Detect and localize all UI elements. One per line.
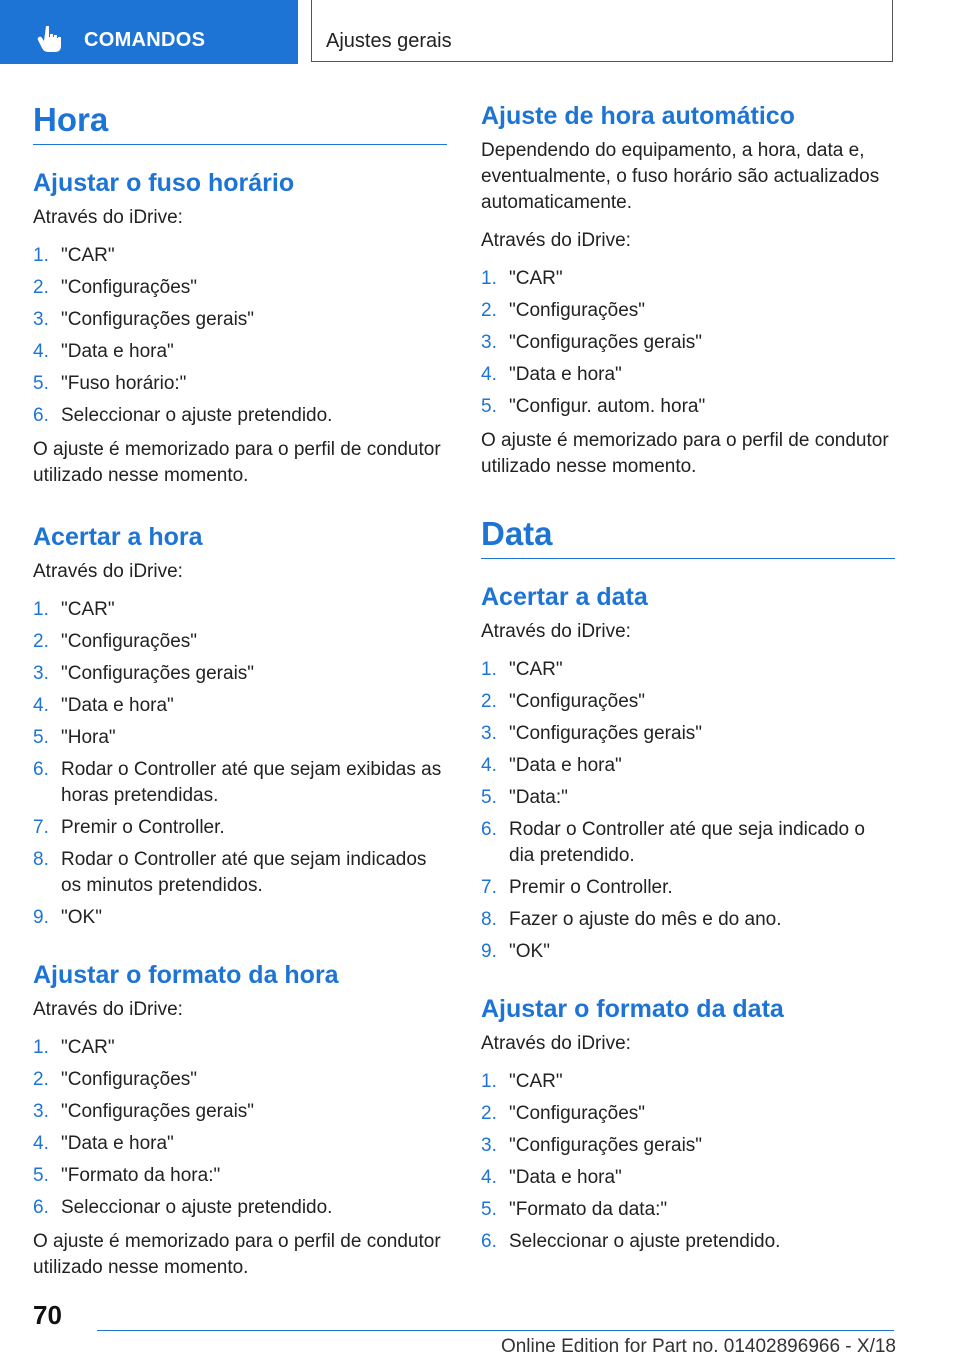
step-text: "Configurações": [509, 1103, 646, 1124]
step-item: [481, 657, 895, 683]
step-text: Rodar o Controller até que sejam exibidas as horas pretendidas.: [61, 759, 442, 806]
hand-pointer-icon: [36, 24, 66, 54]
step-number: 5.: [481, 787, 497, 808]
step-number: 7.: [33, 817, 49, 838]
step-item: [481, 785, 895, 811]
chapter-heading-data: Data: [481, 514, 895, 559]
step-number: 4.: [481, 364, 497, 385]
step-item: [481, 875, 895, 901]
step-text: Rodar o Controller até que sejam indicados os minutos pretendidos.: [61, 849, 427, 896]
step-item: [481, 266, 895, 292]
step-item: [33, 243, 447, 269]
step-item: [33, 1067, 447, 1093]
step-text: "CAR": [509, 1071, 563, 1092]
intro-text: Através do iDrive:: [481, 1033, 631, 1054]
step-number: 6.: [33, 759, 49, 780]
step-text: "Data e hora": [61, 695, 174, 716]
step-number: 7.: [481, 877, 497, 898]
step-item: [481, 362, 895, 388]
left-column: [33, 100, 447, 1293]
step-number: 2.: [481, 691, 497, 712]
step-number: 8.: [33, 849, 49, 870]
step-item: [481, 689, 895, 715]
step-number: 4.: [481, 1167, 497, 1188]
step-item: [33, 725, 447, 751]
step-text: Rodar o Controller até que seja indicado o dia pretendido.: [509, 819, 865, 866]
step-text: Fazer o ajuste do mês e do ano.: [509, 909, 782, 930]
step-item: [481, 330, 895, 356]
step-number: 3.: [33, 309, 49, 330]
step-number: 3.: [33, 663, 49, 684]
step-number: 2.: [33, 631, 49, 652]
heading-acertar-hora: Acertar a hora: [33, 523, 203, 551]
chapter-tab: [0, 0, 298, 64]
step-text: "CAR": [509, 659, 563, 680]
step-text: "CAR": [61, 245, 115, 266]
step-item: [33, 1131, 447, 1157]
step-number: 8.: [481, 909, 497, 930]
step-number: 2.: [33, 1069, 49, 1090]
step-item: [33, 403, 447, 429]
note-text: O ajuste é memorizado para o perfil de condutor utilizado nesse momento.: [33, 439, 441, 486]
step-item: [481, 394, 895, 420]
step-number: 1.: [33, 245, 49, 266]
steps-list: [33, 1035, 447, 1221]
step-text: "Configurações": [61, 1069, 198, 1090]
step-item: [481, 1101, 895, 1127]
step-item: [33, 1035, 447, 1061]
step-text: "Configurações gerais": [61, 1101, 255, 1122]
step-item: [481, 907, 895, 933]
step-number: 6.: [33, 1197, 49, 1218]
step-item: [481, 1229, 895, 1255]
section-header: [311, 0, 893, 62]
step-number: 6.: [481, 819, 497, 840]
step-text: "Fuso horário:": [61, 373, 187, 394]
step-item: [33, 275, 447, 301]
step-item: [33, 757, 447, 809]
step-number: 2.: [33, 277, 49, 298]
heading-acertar-data: Acertar a data: [481, 583, 648, 611]
heading-hora-automatico: Ajuste de hora automático: [481, 102, 795, 130]
step-number: 9.: [33, 907, 49, 928]
step-number: 9.: [481, 941, 497, 962]
step-text: Seleccionar o ajuste pretendido.: [61, 405, 333, 426]
step-text: "OK": [61, 907, 102, 928]
step-item: [481, 1197, 895, 1223]
step-text: "CAR": [509, 268, 563, 289]
step-item: [33, 905, 447, 931]
right-column: [481, 100, 895, 1263]
step-text: "Configurações": [509, 691, 646, 712]
step-number: 3.: [481, 332, 497, 353]
footer-divider: [97, 1330, 894, 1331]
step-item: [33, 847, 447, 899]
step-number: 3.: [481, 723, 497, 744]
note-text: O ajuste é memorizado para o perfil de condutor utilizado nesse momento.: [33, 1231, 441, 1278]
step-text: "Configurações gerais": [61, 309, 255, 330]
step-number: 1.: [33, 1037, 49, 1058]
step-text: Seleccionar o ajuste pretendido.: [61, 1197, 333, 1218]
heading-formato-data: Ajustar o formato da data: [481, 995, 784, 1023]
step-text: Seleccionar o ajuste pretendido.: [509, 1231, 781, 1252]
step-item: [481, 721, 895, 747]
step-item: [33, 693, 447, 719]
step-number: 6.: [33, 405, 49, 426]
intro-text: Através do iDrive:: [481, 621, 631, 642]
step-text: "Configurações gerais": [61, 663, 255, 684]
step-item: [33, 371, 447, 397]
step-number: 5.: [33, 727, 49, 748]
step-text: "Data e hora": [509, 1167, 622, 1188]
description-text: Dependendo do equipamento, a hora, data e, eventualmente, o fuso horário são actualizados automaticamente.: [481, 140, 880, 213]
step-item: [481, 1069, 895, 1095]
step-item: [33, 629, 447, 655]
step-number: 3.: [33, 1101, 49, 1122]
step-number: 4.: [481, 755, 497, 776]
step-item: [33, 1195, 447, 1221]
step-text: Premir o Controller.: [61, 817, 225, 838]
chapter-tab-label: COMANDOS: [84, 29, 206, 51]
steps-list: [481, 1069, 895, 1255]
step-number: 5.: [481, 396, 497, 417]
steps-list: [481, 657, 895, 965]
step-number: 4.: [33, 1133, 49, 1154]
step-number: 1.: [481, 1071, 497, 1092]
step-item: [33, 307, 447, 333]
step-text: "Data:": [509, 787, 568, 808]
step-number: 1.: [33, 599, 49, 620]
step-item: [33, 1099, 447, 1125]
step-item: [33, 815, 447, 841]
step-number: 2.: [481, 300, 497, 321]
steps-list: [33, 597, 447, 931]
step-text: "Configurações": [61, 277, 198, 298]
step-text: "Hora": [61, 727, 116, 748]
step-item: [33, 597, 447, 623]
step-number: 5.: [33, 1165, 49, 1186]
step-text: "Configur. autom. hora": [509, 396, 706, 417]
step-text: "CAR": [61, 599, 115, 620]
step-text: "Data e hora": [61, 341, 174, 362]
steps-list: [481, 266, 895, 420]
intro-text: Através do iDrive:: [33, 561, 183, 582]
footer-edition-text: Online Edition for Part no. 01402896966 - X/18: [500, 1336, 896, 1357]
step-text: "Configurações gerais": [509, 723, 703, 744]
chapter-heading-hora: Hora: [33, 100, 447, 145]
step-text: "Formato da hora:": [61, 1165, 221, 1186]
intro-text: Através do iDrive:: [33, 207, 183, 228]
step-text: "Configurações": [61, 631, 198, 652]
step-item: [481, 1133, 895, 1159]
step-item: [481, 939, 895, 965]
step-text: "Configurações gerais": [509, 1135, 703, 1156]
step-number: 6.: [481, 1231, 497, 1252]
step-text: "Configurações gerais": [509, 332, 703, 353]
step-item: [33, 339, 447, 365]
step-number: 1.: [481, 659, 497, 680]
step-item: [481, 817, 895, 869]
step-number: 5.: [33, 373, 49, 394]
step-number: 4.: [33, 341, 49, 362]
intro-text: Através do iDrive:: [481, 230, 631, 251]
step-text: "Data e hora": [509, 755, 622, 776]
step-item: [481, 753, 895, 779]
step-number: 2.: [481, 1103, 497, 1124]
step-text: "CAR": [61, 1037, 115, 1058]
page-number: 70: [33, 1300, 62, 1330]
step-number: 1.: [481, 268, 497, 289]
step-number: 3.: [481, 1135, 497, 1156]
step-text: Premir o Controller.: [509, 877, 673, 898]
step-item: [33, 1163, 447, 1189]
section-header-label: Ajustes gerais: [326, 30, 452, 52]
step-number: 4.: [33, 695, 49, 716]
step-item: [481, 298, 895, 324]
heading-formato-hora: Ajustar o formato da hora: [33, 961, 339, 989]
step-number: 5.: [481, 1199, 497, 1220]
step-text: "Formato da data:": [509, 1199, 668, 1220]
intro-text: Através do iDrive:: [33, 999, 183, 1020]
heading-ajustar-fuso: Ajustar o fuso horário: [33, 169, 295, 197]
steps-list: [33, 243, 447, 429]
note-text: O ajuste é memorizado para o perfil de condutor utilizado nesse momento.: [481, 430, 889, 477]
step-text: "OK": [509, 941, 550, 962]
step-item: [481, 1165, 895, 1191]
step-item: [33, 661, 447, 687]
step-text: "Data e hora": [61, 1133, 174, 1154]
step-text: "Configurações": [509, 300, 646, 321]
step-text: "Data e hora": [509, 364, 622, 385]
